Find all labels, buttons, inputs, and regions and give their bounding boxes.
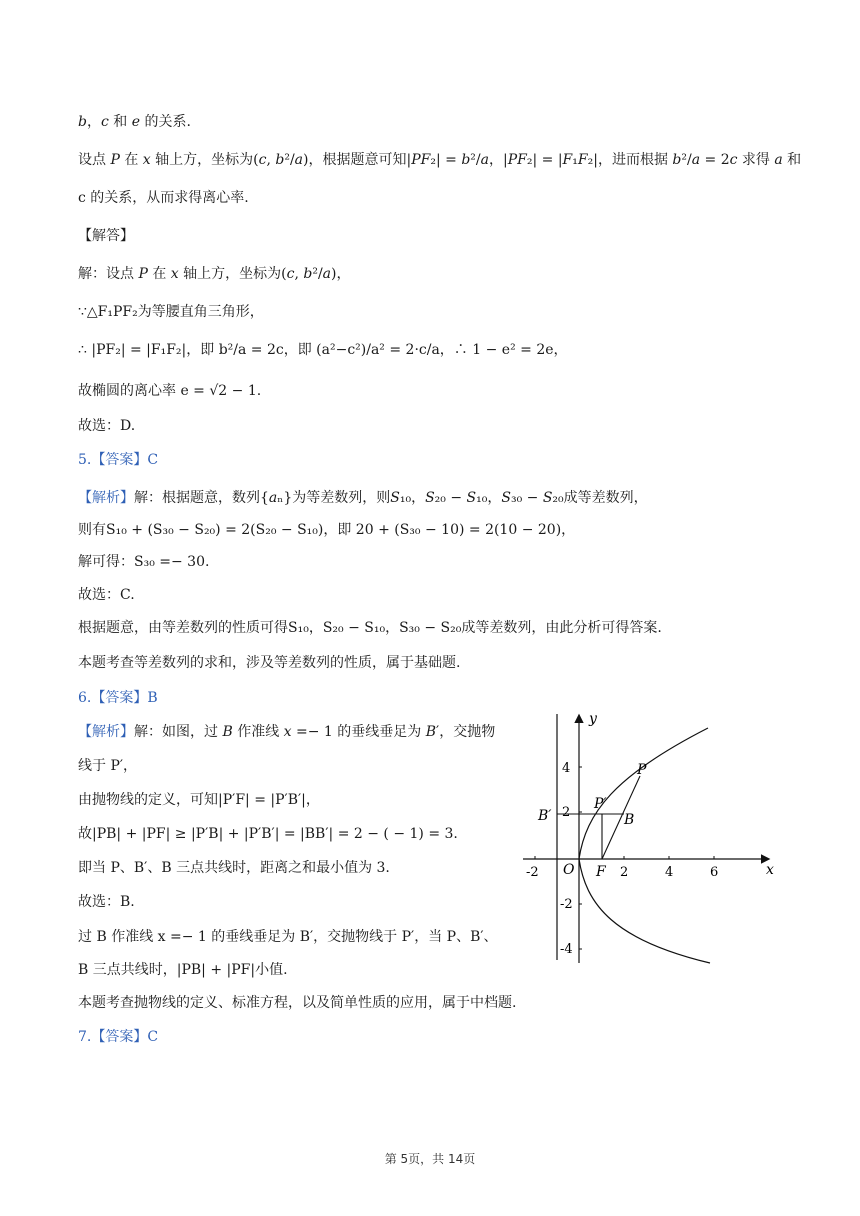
x-tick-label: 6 — [710, 865, 719, 880]
line-13: 解可得：S₃₀ =− 30. — [78, 554, 210, 570]
point-label-b: B — [624, 812, 635, 828]
line-9: 故选：D. — [78, 418, 136, 434]
line-1: b，c 和 e 的关系. — [78, 114, 191, 130]
point-label-f: F — [596, 864, 606, 880]
line-12: 则有S₁₀ + (S₃₀ − S₂₀) = 2(S₂₀ − S₁₀)，即 20 + (S₃₀ − 10) = 2(10 − 20)， — [78, 522, 576, 538]
origin-label: O — [563, 862, 575, 878]
x-tick-label: 4 — [665, 865, 674, 880]
x-tick-label: 2 — [620, 865, 629, 880]
point-label-bprime: B′ — [538, 808, 552, 824]
answer-5: 5.【答案】C — [78, 452, 159, 468]
line-8: 故椭圆的离心率 e = √2 − 1. — [78, 383, 262, 399]
y-tick-label: -2 — [560, 897, 573, 912]
parabola-curve — [579, 728, 708, 859]
y-tick-label: 2 — [562, 805, 571, 820]
y-axis-label: y — [589, 711, 597, 727]
line-26: 本题考查抛物线的定义、标准方程，以及简单性质的应用，属于中档题. — [78, 995, 517, 1011]
answer-6: 6.【答案】B — [78, 690, 158, 706]
y-tick-label: 4 — [562, 761, 571, 776]
line-20: 由抛物线的定义，可知|P′F| = |P′B′|， — [78, 792, 320, 808]
line-15: 根据题意，由等差数列的性质可得S₁₀，S₂₀ − S₁₀，S₃₀ − S₂₀成等差数列，由此分析可得答案. — [78, 620, 662, 636]
parabola-figure — [518, 708, 780, 970]
line-3: c 的关系，从而求得离心率. — [78, 190, 249, 206]
line-23: 故选：B. — [78, 894, 135, 910]
line-6: ∵△F₁PF₂为等腰直角三角形， — [78, 304, 264, 320]
line-21: 故|PB| + |PF| ≥ |P′B| + |P′B′| = |BB′| = 2 − ( − 1) = 3. — [78, 826, 458, 842]
line-24: 过 B 作准线 x =− 1 的垂线垂足为 B′，交抛物线于 P′，当 P、B′、 — [78, 929, 498, 945]
answer-7: 7.【答案】C — [78, 1029, 159, 1045]
line-16: 本题考查等差数列的求和，涉及等差数列的性质，属于基础题. — [78, 655, 461, 671]
point-label-p: P — [637, 762, 647, 778]
solution-heading: 【解答】 — [78, 228, 134, 244]
x-tick-label: -2 — [526, 865, 539, 880]
line-7: ∴ |PF₂| = |F₁F₂|，即 b²/a = 2c，即 (a²−c²)/a² = 2·c/a，∴ 1 − e² = 2e， — [78, 342, 568, 358]
point-label-pprime: P′ — [594, 796, 607, 812]
line-11: 【解析】解：根据题意，数列{aₙ}为等差数列，则S₁₀，S₂₀ − S₁₀，S₃₀ − S₂₀成等差数列， — [78, 490, 648, 506]
line-18: 【解析】解：如图，过 B 作准线 x =− 1 的垂线垂足为 B′，交抛物 — [78, 724, 496, 740]
x-axis-label: x — [766, 862, 774, 878]
line-14: 故选：C. — [78, 587, 135, 603]
line-2: 设点 P 在 x 轴上方，坐标为(c, b²/a)，根据题意可知|PF₂| = b²/a，|PF₂| = |F₁F₂|，进而根据 b²/a = 2c 求得 a 和 — [78, 152, 802, 168]
page-footer: 第 5页，共 14页 — [384, 1152, 476, 1166]
line-22: 即当 P、B′、B 三点共线时，距离之和最小值为 3. — [78, 860, 390, 876]
line-5: 解：设点 P 在 x 轴上方，坐标为(c, b²/a)， — [78, 266, 351, 282]
y-tick-label: -4 — [560, 942, 573, 957]
line-25: B 三点共线时，|PB| + |PF|小值. — [78, 962, 288, 978]
segment-f-p — [602, 776, 640, 859]
line-19: 线于 P′， — [78, 758, 138, 774]
